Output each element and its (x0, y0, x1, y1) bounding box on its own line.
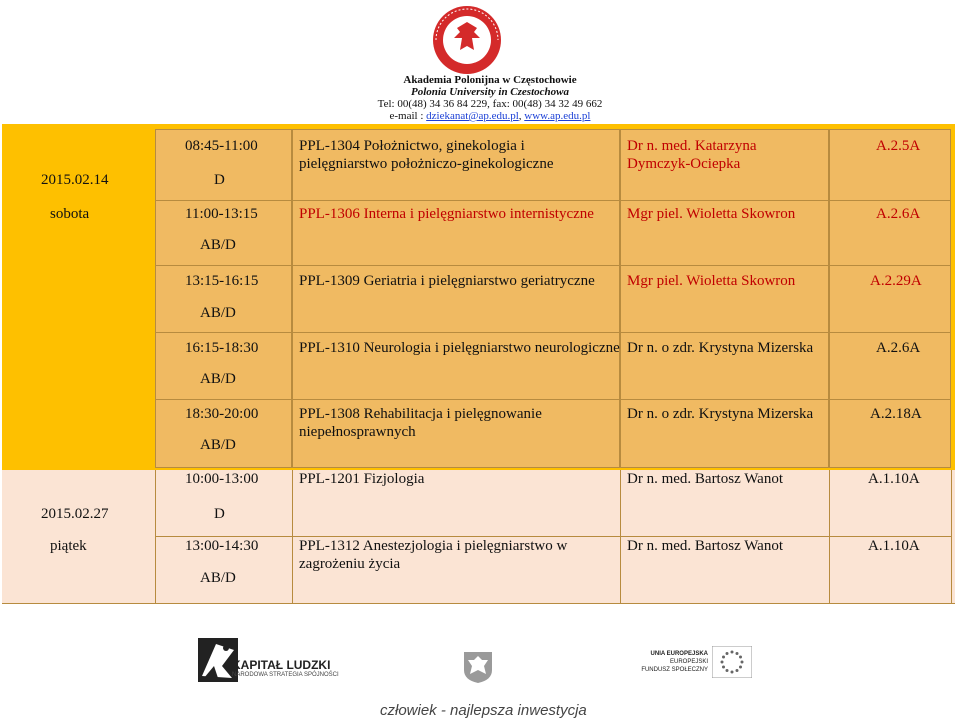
row-divider (155, 265, 951, 266)
row-room: A.2.5A (876, 138, 921, 154)
row-course: PPL-1201 Fizjologia (299, 471, 425, 487)
row-divider (155, 332, 951, 333)
eu-text (638, 650, 708, 674)
row-group: AB/D (200, 305, 236, 321)
column-divider (620, 470, 621, 604)
footer-logos (0, 620, 959, 722)
day-date: 2015.02.14 (41, 172, 109, 188)
row-room: A.2.29A (870, 273, 922, 289)
row-time: 13:00-14:30 (185, 538, 259, 554)
schedule-table (2, 124, 955, 604)
university-name-pl: Akademia Polonijna w Częstochowie (403, 74, 577, 86)
row-course: PPL-1312 Anestezjologia i pielęgniarstwo w zagrożeniu życia (299, 538, 568, 572)
row-course: PPL-1310 Neurologia i pielęgniarstwo neurologiczne (299, 340, 620, 356)
contact-separator: , (518, 110, 525, 122)
university-name-en: Polonia University in Czestochowa (411, 86, 569, 98)
row-room: A.2.18A (870, 406, 922, 422)
column-divider (829, 470, 830, 604)
eu-sub-1: EUROPEJSKI (669, 659, 708, 665)
email-link[interactable]: dziekanat@ap.edu.pl (426, 110, 519, 122)
row-teacher: Dr n. o zdr. Krystyna Mizerska (627, 340, 814, 356)
footer-slogan: człowiek - najlepsza inwestycja (380, 702, 587, 719)
row-time: 18:30-20:00 (185, 406, 259, 422)
row-teacher: Dr n. med. Katarzyna Dymczyk-Ociepka (627, 138, 757, 172)
row-teacher: Dr n. med. Bartosz Wanot (627, 471, 783, 487)
university-header (330, 74, 650, 122)
row-group: D (214, 172, 225, 188)
eagle-emblem-icon (462, 648, 494, 684)
eu-flag-icon (712, 646, 752, 678)
day-weekday: piątek (50, 538, 87, 554)
row-teacher: Mgr piel. Wioletta Skowron (627, 273, 796, 289)
row-teacher: Dr n. o zdr. Krystyna Mizerska (627, 406, 814, 422)
website-link[interactable]: www.ap.edu.pl (524, 110, 591, 122)
kapital-ludzki-title: KAPITAŁ LUDZKI (232, 658, 331, 672)
email-label: e-mail : (389, 110, 427, 122)
row-teacher: Mgr piel. Wioletta Skowron (627, 206, 796, 222)
row-room: A.1.10A (868, 471, 920, 487)
row-group: AB/D (200, 237, 236, 253)
row-time: 11:00-13:15 (185, 206, 258, 222)
table-bottom-border (2, 603, 955, 604)
row-room: A.2.6A (876, 206, 921, 222)
university-seal-logo (412, 2, 522, 74)
row-course: PPL-1304 Położnictwo, ginekologia i pielęgniarstwo położniczo-ginekologiczne (299, 138, 554, 172)
row-time: 13:15-16:15 (185, 273, 259, 289)
row-room: A.1.10A (868, 538, 920, 554)
column-divider (292, 470, 293, 604)
row-group: AB/D (200, 570, 236, 586)
row-teacher: Dr n. med. Bartosz Wanot (627, 538, 783, 554)
row-room: A.2.6A (876, 340, 921, 356)
day-weekday: sobota (50, 206, 90, 222)
day-date: 2015.02.27 (41, 506, 109, 522)
row-divider (155, 200, 951, 201)
column-divider (155, 470, 156, 604)
row-time: 08:45-11:00 (185, 138, 258, 154)
eu-sub-2: FUNDUSZ SPOŁECZNY (641, 667, 708, 673)
eu-title: UNIA EUROPEJSKA (650, 651, 708, 657)
contact-line (330, 110, 650, 122)
row-divider (155, 399, 951, 400)
row-course: PPL-1306 Interna i pielęgniarstwo internistyczne (299, 206, 594, 222)
column-divider (951, 470, 952, 604)
row-course: PPL-1308 Rehabilitacja i pielęgnowanie niepełnosprawnych (299, 406, 542, 440)
row-time: 16:15-18:30 (185, 340, 259, 356)
row-time: 10:00-13:00 (185, 471, 259, 487)
kapital-ludzki-subtitle: NARODOWA STRATEGIA SPÓJNOŚCI (232, 672, 339, 678)
row-group: AB/D (200, 437, 236, 453)
row-course: PPL-1309 Geriatria i pielęgniarstwo geriatryczne (299, 273, 595, 289)
row-group: AB/D (200, 371, 236, 387)
row-group: D (214, 506, 225, 522)
contact-phone: Tel: 00(48) 34 36 84 229, fax: 00(48) 34 32 49 662 (377, 98, 603, 110)
